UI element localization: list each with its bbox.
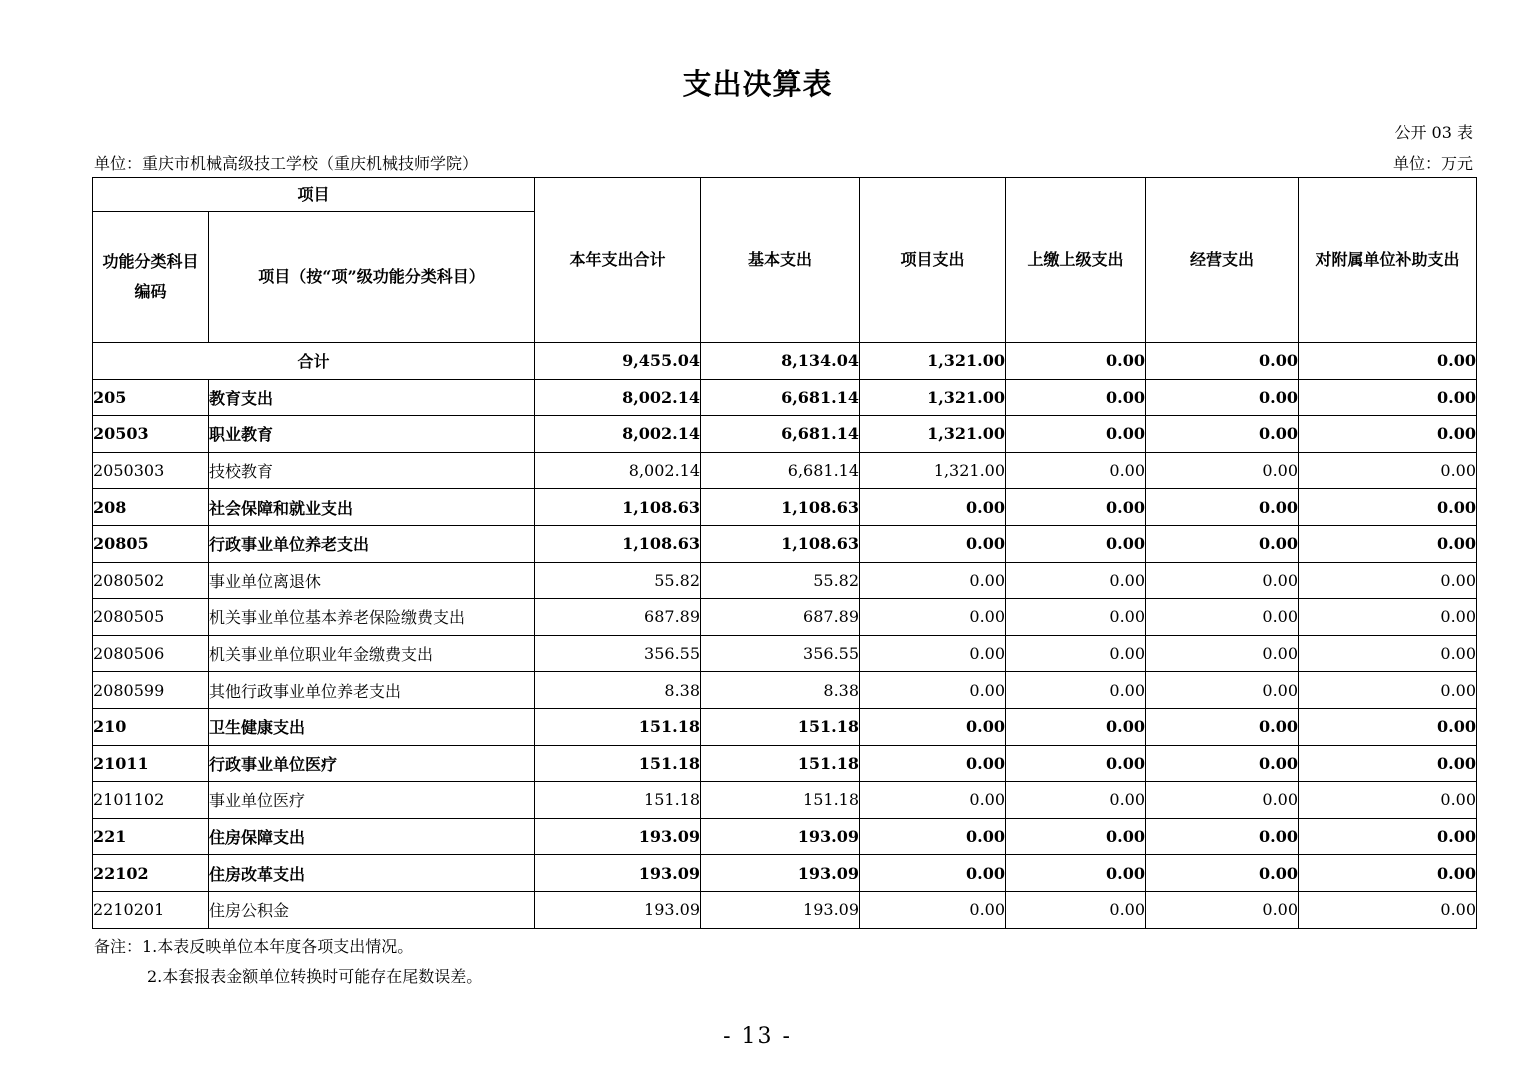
amount-cell: 0.00 — [1299, 379, 1477, 416]
amount-cell: 0.00 — [1299, 855, 1477, 892]
amount-cell: 0.00 — [860, 782, 1006, 819]
item-name-cell: 机关事业单位基本养老保险缴费支出 — [209, 599, 535, 636]
amount-cell: 55.82 — [701, 562, 860, 599]
amount-cell: 1,321.00 — [860, 379, 1006, 416]
amount-cell: 0.00 — [1299, 489, 1477, 526]
item-name-cell: 事业单位医疗 — [209, 782, 535, 819]
amount-cell: 1,321.00 — [860, 452, 1006, 489]
code-cell: 2080502 — [93, 562, 209, 599]
table-row — [93, 855, 1477, 892]
total-label: 合计 — [93, 343, 535, 380]
amount-cell: 0.00 — [1299, 891, 1477, 928]
amount-cell: 6,681.14 — [701, 452, 860, 489]
amount-cell: 8,002.14 — [535, 416, 701, 453]
amount-cell: 193.09 — [701, 818, 860, 855]
amount-cell: 0.00 — [1006, 782, 1146, 819]
amount-cell: 0.00 — [1299, 745, 1477, 782]
header-subsidy: 对附属单位补助支出 — [1299, 178, 1477, 343]
code-cell: 2080506 — [93, 635, 209, 672]
amount-cell: 151.18 — [701, 708, 860, 745]
amount-cell: 55.82 — [535, 562, 701, 599]
amount-cell: 6,681.14 — [701, 379, 860, 416]
total-cell: 0.00 — [1146, 343, 1299, 380]
header-total: 本年支出合计 — [535, 178, 701, 343]
amount-cell: 0.00 — [860, 599, 1006, 636]
item-name-cell: 住房改革支出 — [209, 855, 535, 892]
header-project: 项目支出 — [860, 178, 1006, 343]
amount-cell: 193.09 — [701, 855, 860, 892]
table-row — [93, 452, 1477, 489]
amount-cell: 0.00 — [860, 562, 1006, 599]
amount-cell: 0.00 — [1146, 891, 1299, 928]
code-cell: 2080505 — [93, 599, 209, 636]
amount-cell: 0.00 — [1146, 379, 1299, 416]
header-basic: 基本支出 — [701, 178, 860, 343]
code-cell: 221 — [93, 818, 209, 855]
code-cell: 21011 — [93, 745, 209, 782]
amount-cell: 0.00 — [1299, 562, 1477, 599]
total-cell: 0.00 — [1006, 343, 1146, 380]
amount-cell: 687.89 — [535, 599, 701, 636]
item-name-cell: 机关事业单位职业年金缴费支出 — [209, 635, 535, 672]
item-name-cell: 教育支出 — [209, 379, 535, 416]
amount-cell: 0.00 — [1006, 379, 1146, 416]
amount-cell: 0.00 — [1006, 708, 1146, 745]
amount-cell: 8,002.14 — [535, 379, 701, 416]
page-title: 支出决算表 — [682, 67, 833, 101]
amount-cell: 0.00 — [1146, 635, 1299, 672]
code-cell: 20805 — [93, 525, 209, 562]
amount-cell: 151.18 — [701, 782, 860, 819]
amount-cell: 0.00 — [1299, 416, 1477, 453]
amount-cell: 151.18 — [535, 782, 701, 819]
amount-cell: 0.00 — [1006, 489, 1146, 526]
page-number: - 13 - — [723, 1024, 792, 1049]
amount-cell: 0.00 — [1299, 635, 1477, 672]
header-item: 项目 — [93, 178, 535, 212]
amount-cell: 0.00 — [1006, 891, 1146, 928]
item-name-cell: 其他行政事业单位养老支出 — [209, 672, 535, 709]
amount-cell: 0.00 — [1006, 525, 1146, 562]
amount-cell: 0.00 — [1146, 489, 1299, 526]
table-row — [93, 562, 1477, 599]
table-row — [93, 672, 1477, 709]
amount-cell: 0.00 — [860, 745, 1006, 782]
item-name-cell: 行政事业单位医疗 — [209, 745, 535, 782]
code-cell: 22102 — [93, 855, 209, 892]
amount-cell: 0.00 — [1146, 708, 1299, 745]
amount-cell: 0.00 — [1006, 818, 1146, 855]
amount-cell: 193.09 — [701, 891, 860, 928]
table-row — [93, 635, 1477, 672]
header-item-name: 项目（按“项”级功能分类科目） — [209, 212, 535, 343]
amount-cell: 8.38 — [535, 672, 701, 709]
code-cell: 20503 — [93, 416, 209, 453]
amount-cell: 0.00 — [1146, 855, 1299, 892]
table-body — [93, 343, 1477, 929]
header-upper: 上缴上级支出 — [1006, 178, 1146, 343]
table-row — [93, 782, 1477, 819]
item-name-cell: 行政事业单位养老支出 — [209, 525, 535, 562]
amount-cell: 0.00 — [1006, 452, 1146, 489]
amount-cell: 0.00 — [860, 855, 1006, 892]
header-business: 经营支出 — [1146, 178, 1299, 343]
code-cell: 2050303 — [93, 452, 209, 489]
form-number: 公开 03 表 — [1394, 123, 1473, 142]
amount-cell: 0.00 — [1146, 525, 1299, 562]
amount-cell: 0.00 — [1146, 452, 1299, 489]
note-2: 2.本套报表金额单位转换时可能存在尾数误差。 — [147, 967, 483, 986]
amount-cell: 0.00 — [1299, 782, 1477, 819]
amount-cell: 0.00 — [1146, 745, 1299, 782]
amount-cell: 0.00 — [1299, 452, 1477, 489]
amount-cell: 0.00 — [860, 489, 1006, 526]
amount-cell: 6,681.14 — [701, 416, 860, 453]
code-cell: 210 — [93, 708, 209, 745]
amount-cell: 151.18 — [701, 745, 860, 782]
amount-cell: 0.00 — [1006, 599, 1146, 636]
table-row — [93, 708, 1477, 745]
amount-cell: 0.00 — [860, 672, 1006, 709]
code-cell: 205 — [93, 379, 209, 416]
amount-cell: 0.00 — [860, 635, 1006, 672]
amount-cell: 1,108.63 — [535, 525, 701, 562]
amount-cell: 8,002.14 — [535, 452, 701, 489]
amount-cell: 687.89 — [701, 599, 860, 636]
item-name-cell: 职业教育 — [209, 416, 535, 453]
amount-cell: 0.00 — [1299, 708, 1477, 745]
amount-cell: 193.09 — [535, 891, 701, 928]
amount-cell: 356.55 — [535, 635, 701, 672]
code-cell: 208 — [93, 489, 209, 526]
amount-cell: 0.00 — [1146, 782, 1299, 819]
total-cell: 9,455.04 — [535, 343, 701, 380]
table-row — [93, 379, 1477, 416]
amount-cell: 0.00 — [1299, 818, 1477, 855]
reporting-unit: 单位：重庆市机械高级技工学校（重庆机械技师学院） — [94, 154, 479, 173]
amount-cell: 0.00 — [1146, 599, 1299, 636]
amount-cell: 1,108.63 — [535, 489, 701, 526]
expenditure-table — [92, 177, 1477, 929]
item-name-cell: 住房公积金 — [209, 891, 535, 928]
note-1: 备注：1.本表反映单位本年度各项支出情况。 — [94, 937, 414, 956]
table-row — [93, 745, 1477, 782]
amount-cell: 0.00 — [860, 525, 1006, 562]
code-cell: 2210201 — [93, 891, 209, 928]
table-row — [93, 489, 1477, 526]
amount-cell: 0.00 — [860, 818, 1006, 855]
amount-cell: 356.55 — [701, 635, 860, 672]
table-row — [93, 891, 1477, 928]
item-name-cell: 卫生健康支出 — [209, 708, 535, 745]
notes — [94, 932, 482, 992]
amount-cell: 0.00 — [1299, 525, 1477, 562]
table-row — [93, 599, 1477, 636]
amount-cell: 193.09 — [535, 855, 701, 892]
total-cell: 8,134.04 — [701, 343, 860, 380]
item-name-cell: 事业单位离退休 — [209, 562, 535, 599]
currency-unit: 单位：万元 — [1392, 154, 1473, 173]
item-name-cell: 社会保障和就业支出 — [209, 489, 535, 526]
amount-cell: 1,108.63 — [701, 525, 860, 562]
amount-cell: 0.00 — [1146, 818, 1299, 855]
amount-cell: 8.38 — [701, 672, 860, 709]
amount-cell: 193.09 — [535, 818, 701, 855]
item-name-cell: 住房保障支出 — [209, 818, 535, 855]
total-cell: 0.00 — [1299, 343, 1477, 380]
amount-cell: 0.00 — [860, 708, 1006, 745]
amount-cell: 0.00 — [1299, 599, 1477, 636]
amount-cell: 0.00 — [1146, 416, 1299, 453]
header-code: 功能分类科目编码 — [93, 212, 209, 343]
amount-cell: 0.00 — [1006, 672, 1146, 709]
table-row — [93, 525, 1477, 562]
code-cell: 2101102 — [93, 782, 209, 819]
amount-cell: 0.00 — [1146, 562, 1299, 599]
amount-cell: 0.00 — [1006, 855, 1146, 892]
amount-cell: 1,108.63 — [701, 489, 860, 526]
amount-cell: 0.00 — [1146, 672, 1299, 709]
amount-cell: 0.00 — [1006, 416, 1146, 453]
code-cell: 2080599 — [93, 672, 209, 709]
total-row — [93, 343, 1477, 380]
amount-cell: 151.18 — [535, 708, 701, 745]
amount-cell: 0.00 — [1299, 672, 1477, 709]
amount-cell: 0.00 — [1006, 635, 1146, 672]
amount-cell: 151.18 — [535, 745, 701, 782]
amount-cell: 0.00 — [860, 891, 1006, 928]
amount-cell: 1,321.00 — [860, 416, 1006, 453]
table-row — [93, 818, 1477, 855]
amount-cell: 0.00 — [1006, 562, 1146, 599]
table-row — [93, 416, 1477, 453]
item-name-cell: 技校教育 — [209, 452, 535, 489]
total-cell: 1,321.00 — [860, 343, 1006, 380]
amount-cell: 0.00 — [1006, 745, 1146, 782]
